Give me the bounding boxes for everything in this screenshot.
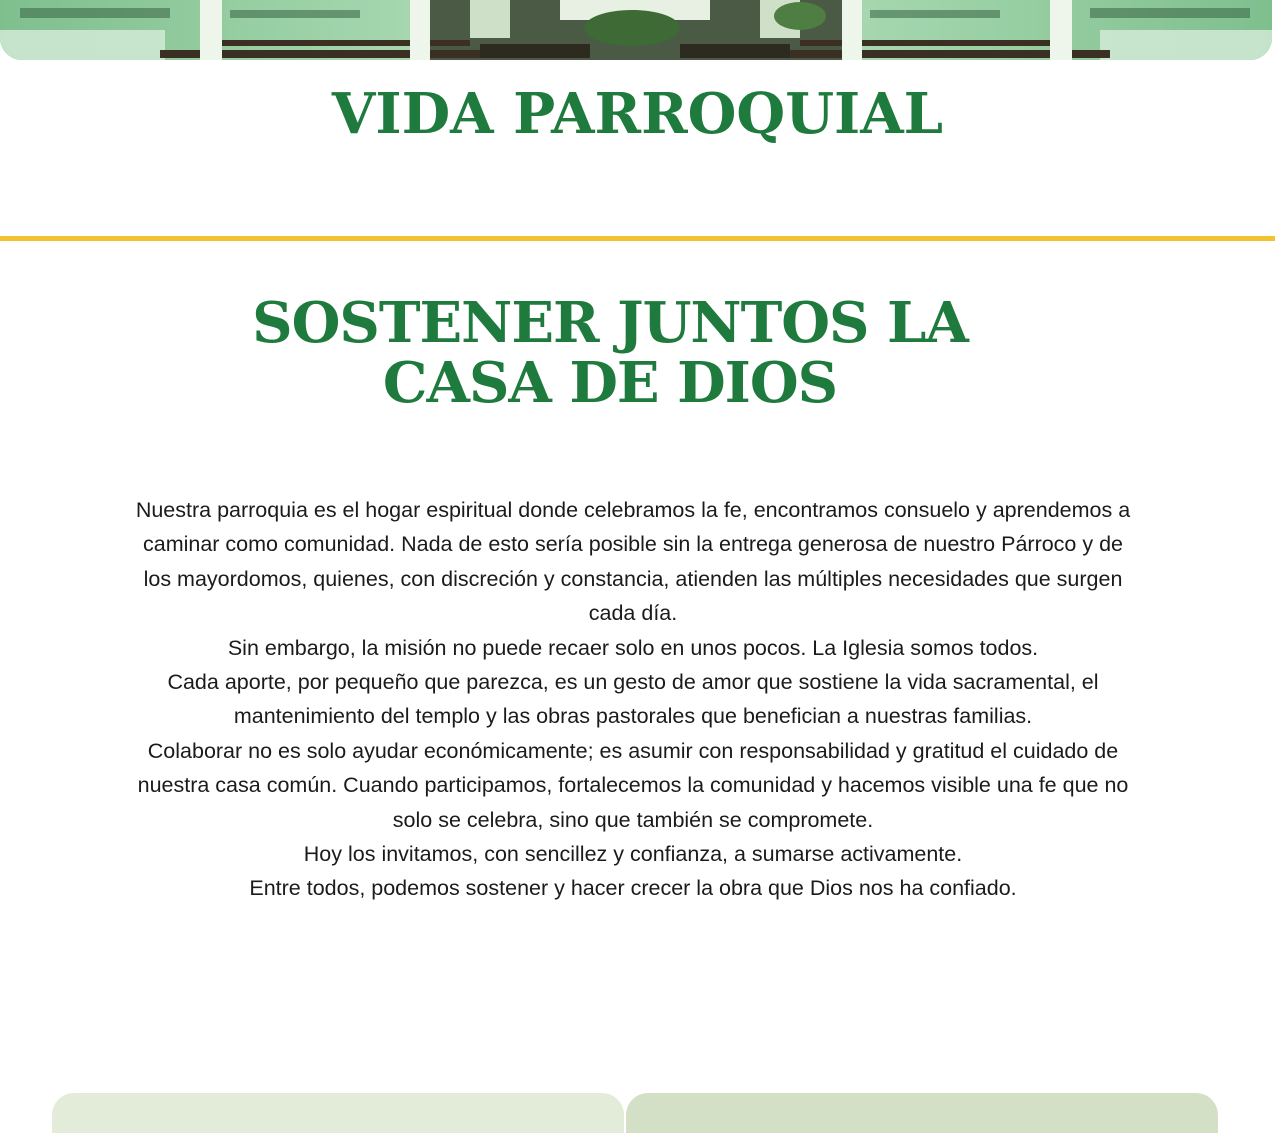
info-card-left — [52, 1093, 624, 1133]
page-title: VIDA PARROQUIAL — [331, 81, 944, 147]
paragraph: Hoy los invitamos, con sencillez y confianza, a sumarse activamente. — [303, 842, 963, 867]
paragraph: Entre todos, podemos sostener y hacer crecer la obra que Dios nos ha confiado. — [249, 876, 1017, 901]
section-heading: SOSTENER JUNTOS LA CASA DE DIOS — [252, 290, 968, 416]
section-divider — [0, 236, 1275, 241]
info-card-right — [626, 1093, 1218, 1133]
body-text — [130, 493, 1136, 906]
paragraph: Nuestra parroquia es el hogar espiritual donde celebramos la fe, encontramos consuelo y aprendemos a caminar como comunidad. Nada de esto sería posible sin la entrega generosa de nuestro Párroco y de los mayordomos, quienes, con discreción y constancia, atienden las múltiples necesidades que surgen cada día. — [135, 498, 1131, 626]
paragraph: Colaborar no es solo ayudar económicamente; es asumir con responsabilidad y gratitud el cuidado de nuestra casa común. Cuando participamos, fortalecemos la comunidad y hacemos visible una fe que no solo se celebra, sino que también se compromete. — [137, 738, 1129, 832]
paragraph: Cada aporte, por pequeño que parezca, es un gesto de amor que sostiene la vida sacramental, el mantenimiento del templo y las obras pastorales que benefician a nuestras familias. — [167, 670, 1099, 729]
church-interior-banner — [0, 0, 1272, 60]
paragraph: Sin embargo, la misión no puede recaer solo en unos pocos. La Iglesia somos todos. — [227, 635, 1039, 660]
